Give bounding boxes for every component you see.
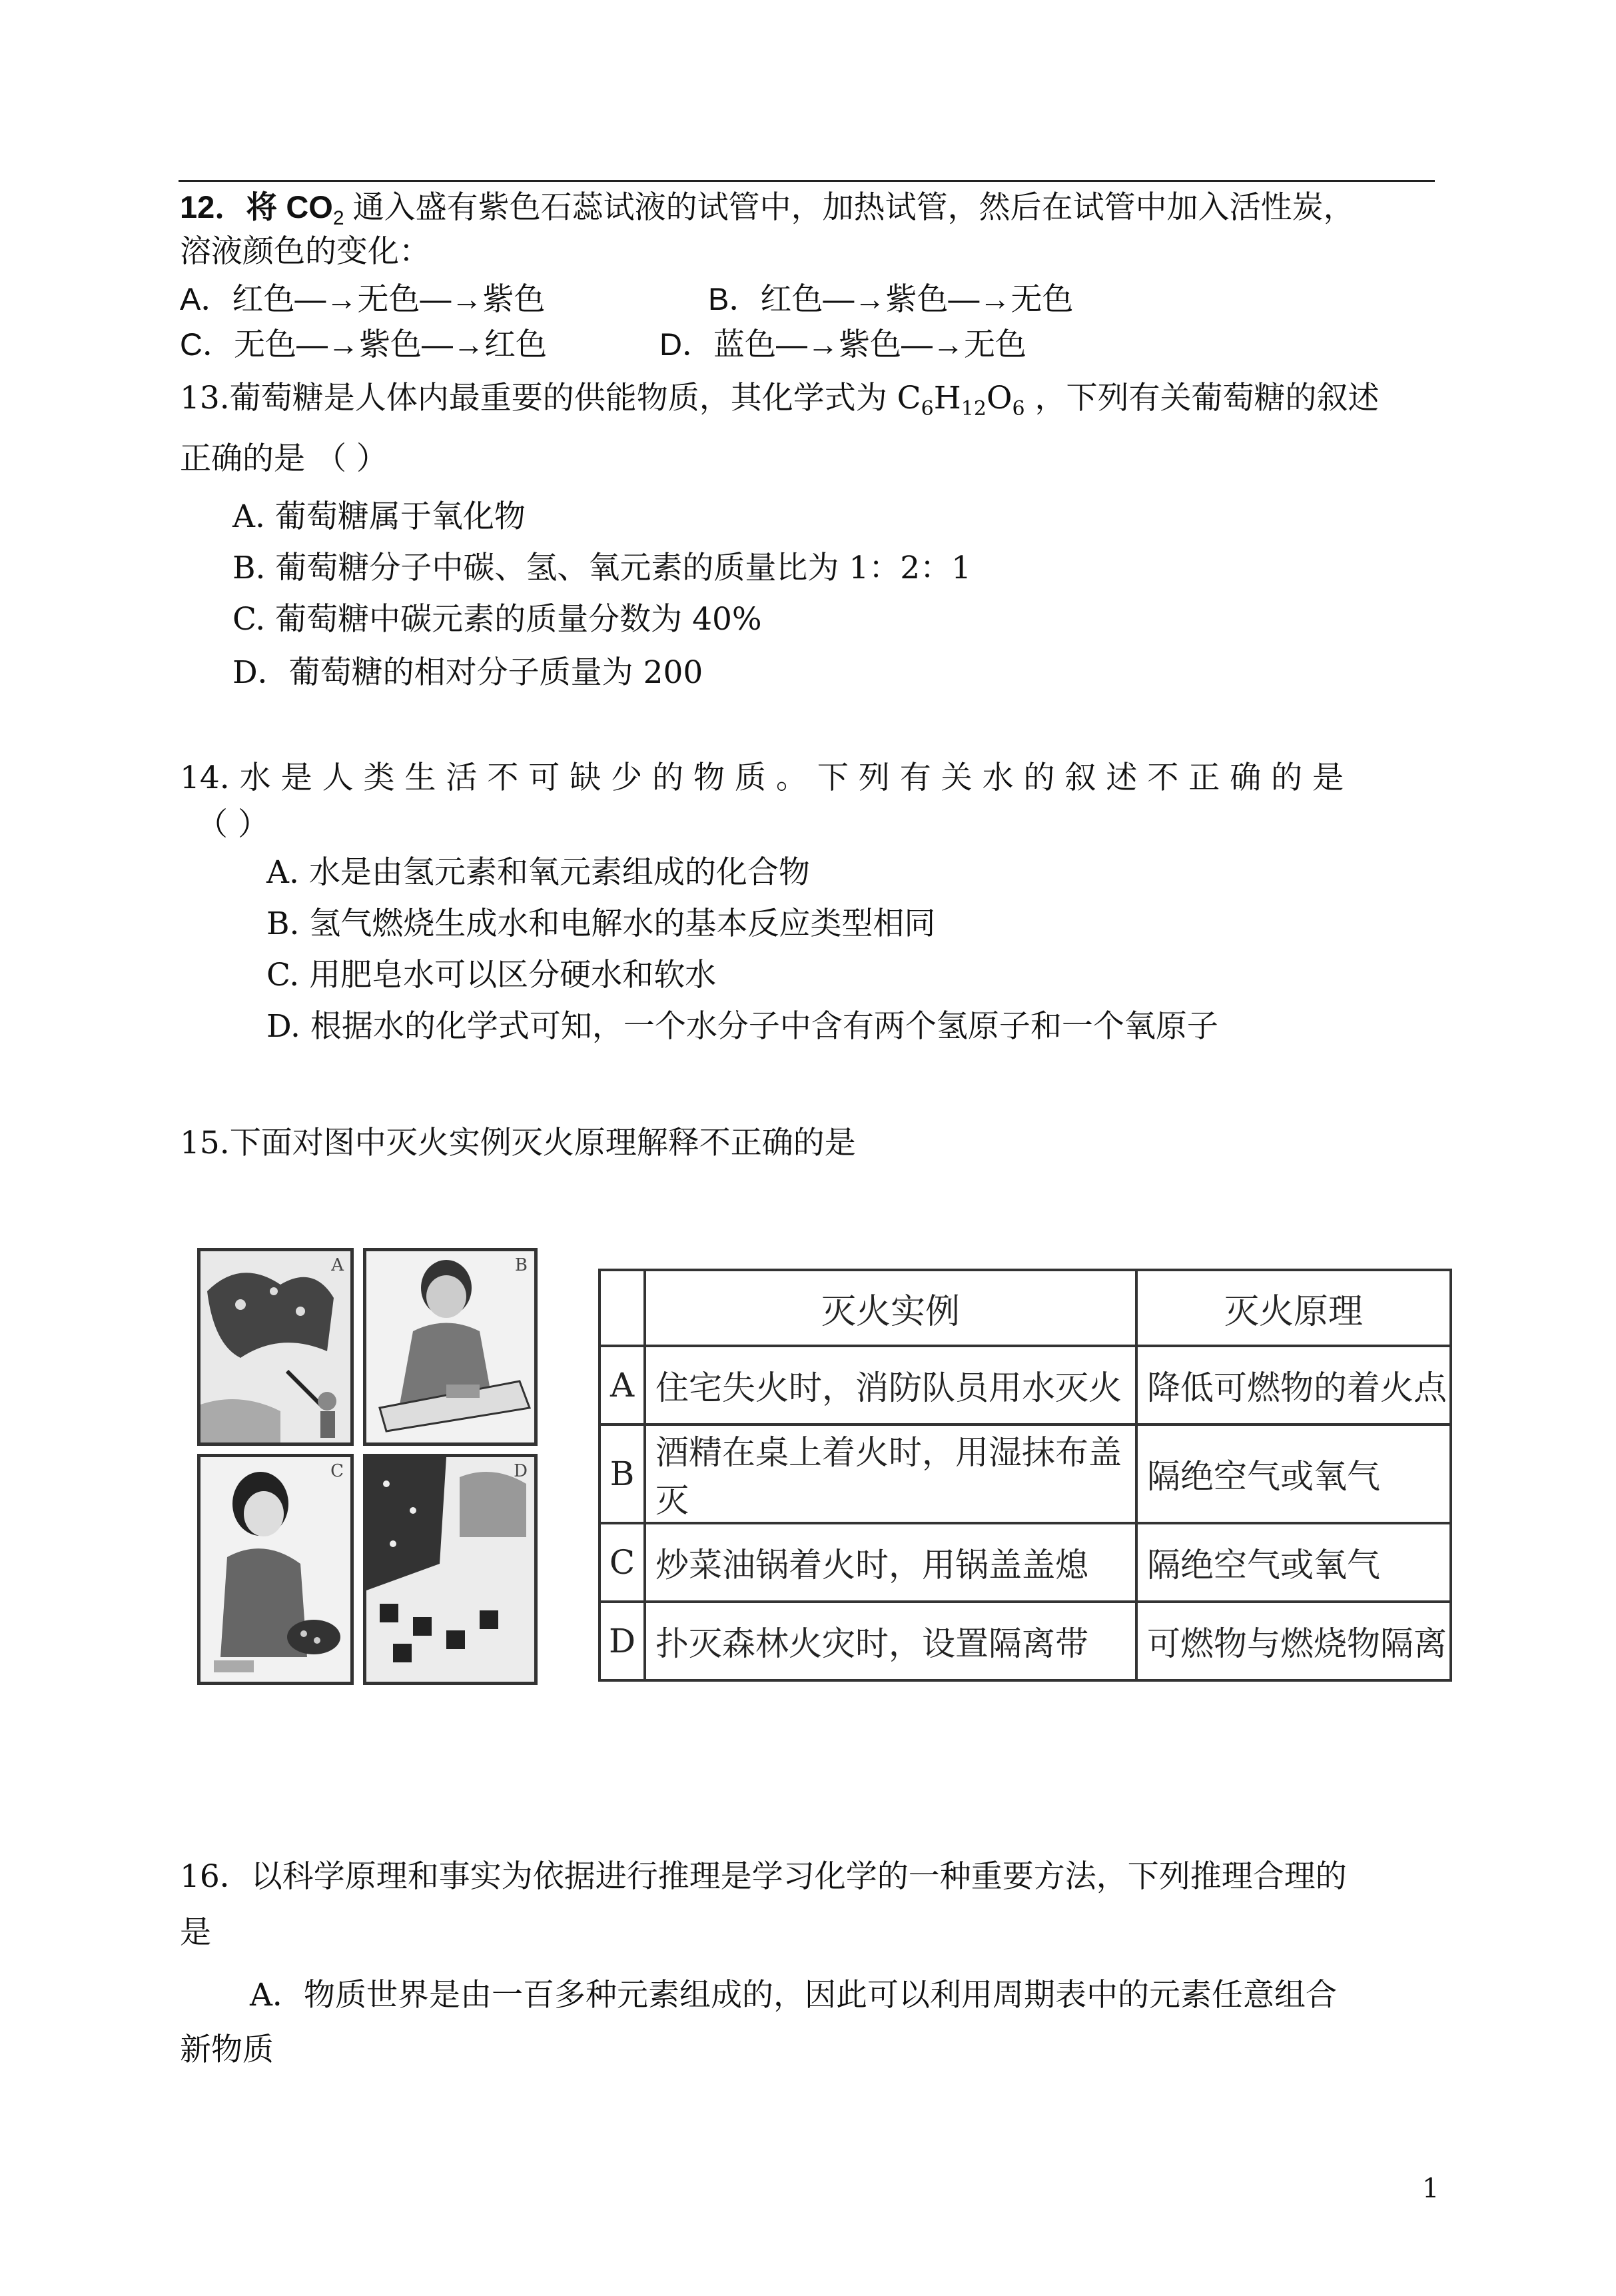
page-number: 1 [1422, 2173, 1439, 2204]
q14-answer-paren: （ ） [197, 806, 269, 843]
q12-option-c: C．无色—→紫色—→红色 [180, 326, 547, 362]
panel-letter-a: A [331, 1255, 344, 1275]
figure-panel-a-firefighter [197, 1248, 354, 1446]
q16-option-a-line2: 新物质 [180, 2031, 274, 2068]
panel-letter-b: B [514, 1255, 528, 1275]
q12-option-b: B．红色—→紫色—→无色 [708, 281, 1074, 316]
row-label: D [600, 1602, 645, 1680]
row-label: A [600, 1346, 645, 1425]
row-principle: 降低可燃物的着火点 [1136, 1346, 1451, 1425]
table-row [600, 1346, 1451, 1425]
panel-letter-d: D [514, 1461, 528, 1481]
q13-stem-line2: 正确的是 （ ） [180, 440, 388, 477]
q14-option-c: C. 用肥皂水可以区分硬水和软水 [266, 957, 717, 993]
figure-panel-d-forest-fire [363, 1454, 538, 1685]
q13-option-c: C. 葡萄糖中碳元素的质量分数为 40% [232, 601, 762, 638]
boy-illustration [366, 1251, 534, 1442]
row-example: 住宅失火时，消防队员用水灭火 [645, 1346, 1136, 1425]
header-principle: 灭火原理 [1136, 1270, 1451, 1346]
q13-option-b: B. 葡萄糖分子中碳、氢、氧元素的质量比为 1：2：1 [232, 550, 972, 586]
figure-panel-b-table-fire [363, 1248, 538, 1446]
q14-option-d: D. 根据水的化学式可知，一个水分子中含有两个氢原子和一个氧原子 [266, 1008, 1218, 1045]
q12-option-d: D．蓝色—→紫色—→无色 [659, 326, 1026, 362]
row-principle: 隔绝空气或氧气 [1136, 1425, 1451, 1523]
q12-stem: 12．将 $CO_2$ 通入盛有紫色石蕊试液的试管中，加热试管，然后在试管中加入活性炭， [180, 189, 1355, 229]
woman-cooking-illustration [201, 1457, 350, 1682]
row-example: 炒菜油锅着火时，用锅盖盖熄 [645, 1523, 1136, 1602]
fire-principle-table [598, 1269, 1452, 1682]
table-corner-cell [600, 1270, 645, 1346]
header-example: 灭火实例 [645, 1270, 1136, 1346]
table-header-row [600, 1270, 1451, 1346]
q14-stem: 14. 水 是 人 类 生 活 不 可 缺 少 的 物 质 。 下 列 有 关 水 的 叙 述 不 正 确 的 是 [180, 760, 1344, 796]
q15-stem: 15.下面对图中灭火实例灭火原理解释不正确的是 [180, 1125, 856, 1161]
row-principle: 隔绝空气或氧气 [1136, 1523, 1451, 1602]
table-row [600, 1523, 1451, 1602]
q12-option-a: A．红色—→无色—→紫色 [180, 281, 546, 316]
q16-stem: 16．以科学原理和事实为依据进行推理是学习化学的一种重要方法，下列推理合理的 [180, 1858, 1347, 1895]
header-rule [179, 180, 1435, 182]
q14-option-b: B. 氢气燃烧生成水和电解水的基本反应类型相同 [266, 905, 936, 942]
row-example: 酒精在桌上着火时，用湿抹布盖灭 [645, 1425, 1136, 1523]
q14-option-a: A. 水是由氢元素和氧元素组成的化合物 [266, 854, 810, 891]
row-principle: 可燃物与燃烧物隔离 [1136, 1602, 1451, 1680]
row-label: C [600, 1523, 645, 1602]
forest-fire-illustration [366, 1457, 534, 1682]
q13-option-d: D．葡萄糖的相对分子质量为 200 [232, 654, 703, 691]
q12-stem-line2: 溶液颜色的变化： [180, 233, 430, 269]
q16-stem-line2: 是 [180, 1914, 211, 1951]
row-label: B [600, 1425, 645, 1523]
q16-option-a: A．物质世界是由一百多种元素组成的，因此可以利用周期表中的元素任意组合 [250, 1977, 1337, 2013]
q13-stem: 13.葡萄糖是人体内最重要的供能物质，其化学式为 $C_6H_{12}O_6$ ，下列有关葡萄糖的叙述 [180, 380, 1380, 420]
row-example: 扑灭森林火灾时，设置隔离带 [645, 1602, 1136, 1680]
firefighter-illustration [201, 1251, 350, 1442]
q13-option-a: A. 葡萄糖属于氧化物 [232, 498, 526, 535]
figure-panel-c-pan-fire [197, 1454, 354, 1685]
panel-letter-c: C [330, 1461, 344, 1481]
table-row [600, 1425, 1451, 1523]
table-row [600, 1602, 1451, 1680]
